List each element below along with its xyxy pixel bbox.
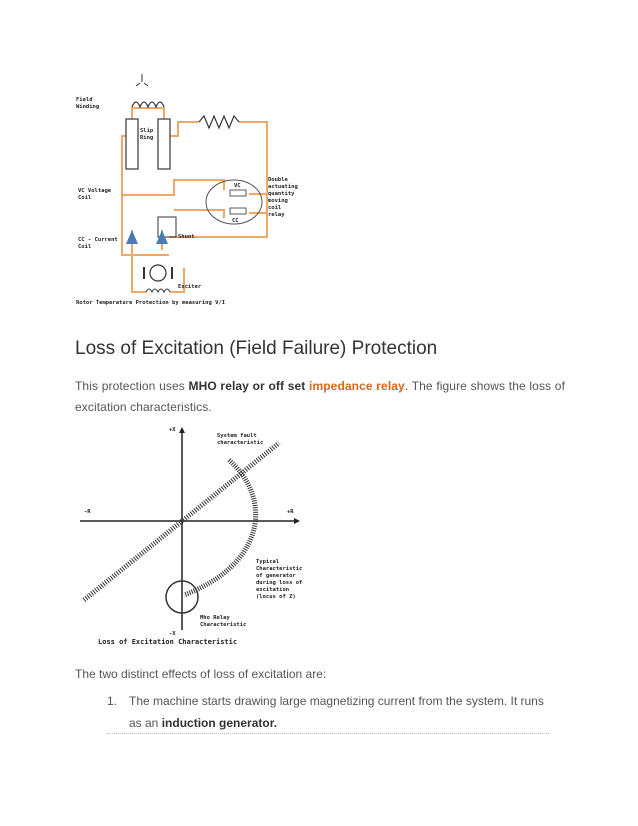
label-double-3: quantity [268,191,295,197]
label-field-winding-1: Field [76,97,93,103]
field-winding-coil-icon [132,102,164,107]
figure1-caption: Rotor Temperature Protection by measuring V/I [76,300,226,306]
list-item-text: The machine starts drawing large magnetizing current from the system. It runs as an [129,694,544,730]
cc-coil-icon [230,208,246,214]
star-connection-icon [136,74,148,86]
slip-ring-left-icon [126,119,138,169]
label-mho-1: Mho Relay [200,615,230,621]
label-typical-4: during loss of [256,580,303,586]
dotted-divider [107,733,549,734]
exciter-icon [150,265,166,281]
label-typical-1: Typical [256,559,280,565]
label-double-4: moving [268,198,288,204]
impedance-relay-link[interactable]: impedance relay [309,379,405,393]
label-typical-2: Characteristic [256,566,303,572]
label-system-fault-1: System fault [217,433,257,439]
label-double-1: Double [268,177,288,183]
x-axis-arrow-icon [179,427,185,433]
figure2-caption: Loss of Excitation Characteristic [98,638,238,646]
label-system-fault-2: characteristic [217,440,264,446]
list-item-number: 1. [107,694,118,708]
label-double-6: relay [268,212,285,218]
intro-paragraph [75,376,565,418]
r-axis-arrow-icon [294,518,300,524]
label-double-2: actuating [268,184,298,190]
typical-characteristic-arc [184,460,256,595]
label-slip-ring-1: Slip [140,128,154,134]
label-typical-6: (locus of Z) [256,594,296,600]
label-cc-current-2: Coil [78,244,92,250]
label-vc: VC [234,183,241,189]
label-field-winding-2: Winding [76,104,100,110]
label-typical-3: of generator [256,573,296,579]
label-cc-current-1: CC - Current [78,237,118,243]
label-mho-2: Characteristic [200,622,247,628]
effects-list [107,690,549,734]
label-double-5: coil [268,205,282,211]
cc-triangle-left-icon [126,230,138,244]
label-vc-voltage-1: VC Voltage [78,188,112,194]
label-shunt: Shunt [178,234,195,240]
para-suffix: . The figure shows the loss of excitation characteristics. [75,379,565,414]
label-cc-inner: CC [232,218,239,224]
label-slip-ring-2: Ring [140,135,154,141]
label-minus-x: -X [169,631,176,637]
list-item [107,690,549,734]
rotor-temperature-protection-diagram [74,70,304,310]
label-plus-r: +R [287,509,294,515]
exciter-coil-icon [146,289,170,292]
label-vc-voltage-2: Coil [78,195,92,201]
resistor-icon [199,116,239,128]
effects-intro: The two distinct effects of loss of excitation are: [75,667,327,681]
loss-of-excitation-diagram [74,425,304,650]
vc-coil-icon [230,190,246,196]
list-item-bold: induction generator. [161,716,278,730]
para-prefix: This protection uses [75,379,189,393]
slip-ring-right-icon [158,119,170,169]
label-plus-x: +X [169,427,176,433]
para-bold: MHO relay or off set [188,379,306,393]
label-typical-5: excitation [256,587,290,593]
section-heading: Loss of Excitation (Field Failure) Protection [75,338,438,359]
label-minus-r: -R [84,509,91,515]
label-exciter: Exciter [178,284,202,290]
